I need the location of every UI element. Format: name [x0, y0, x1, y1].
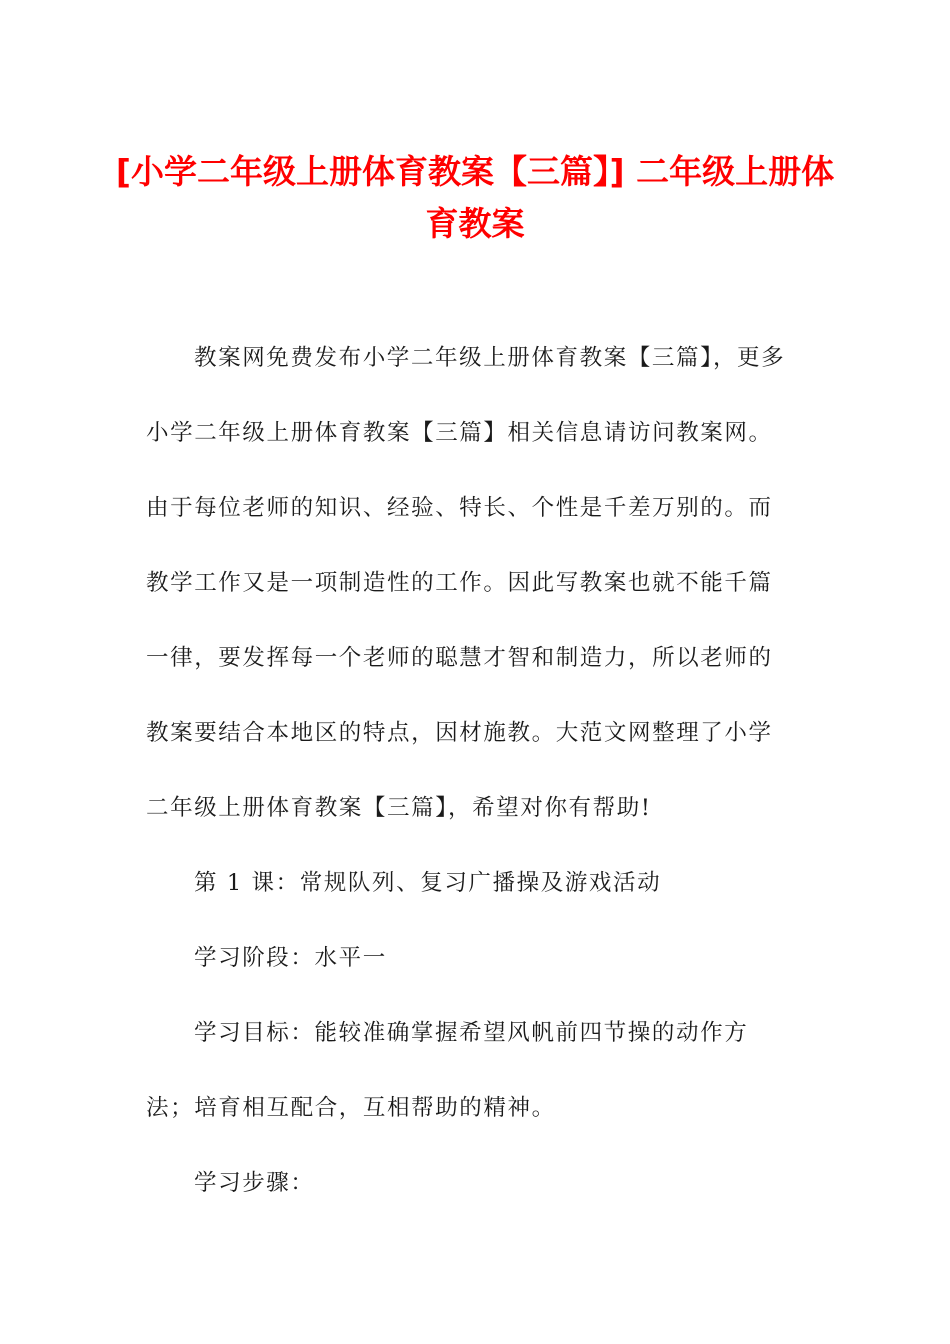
learning-steps-label: 学习步骤：: [194, 1170, 315, 1196]
document-title: [小学二年级上册体育教案【三篇】] 二年级上册体育教案: [115, 152, 835, 243]
lesson-title: 第 1 课：常规队列、复习广播操及游戏活动: [194, 870, 662, 896]
intro-paragraph: 教案网免费发布小学二年级上册体育教案【三篇】，更多小学二年级上册体育教案【三篇】相关信息请访问教案网。由于每位老师的知识、经验、特长、个性是千差万别的。而教学工作又是一项制造性的工作。因此写教案也就不能千篇一律，要发挥每一个老师的聪慧才智和制造力，所以老师的教案要结合本地区的特点，因材施教。大范文网整理了小学二年级上册体育教案【三篇】，希望对你有帮助!: [146, 345, 786, 821]
document-body: [146, 321, 796, 1221]
learning-objective: 学习目标：能较准确掌握希望风帆前四节操的动作方法；培育相互配合，互相帮助的精神。: [146, 1020, 749, 1121]
learning-stage: 学习阶段：水平一: [194, 945, 387, 971]
